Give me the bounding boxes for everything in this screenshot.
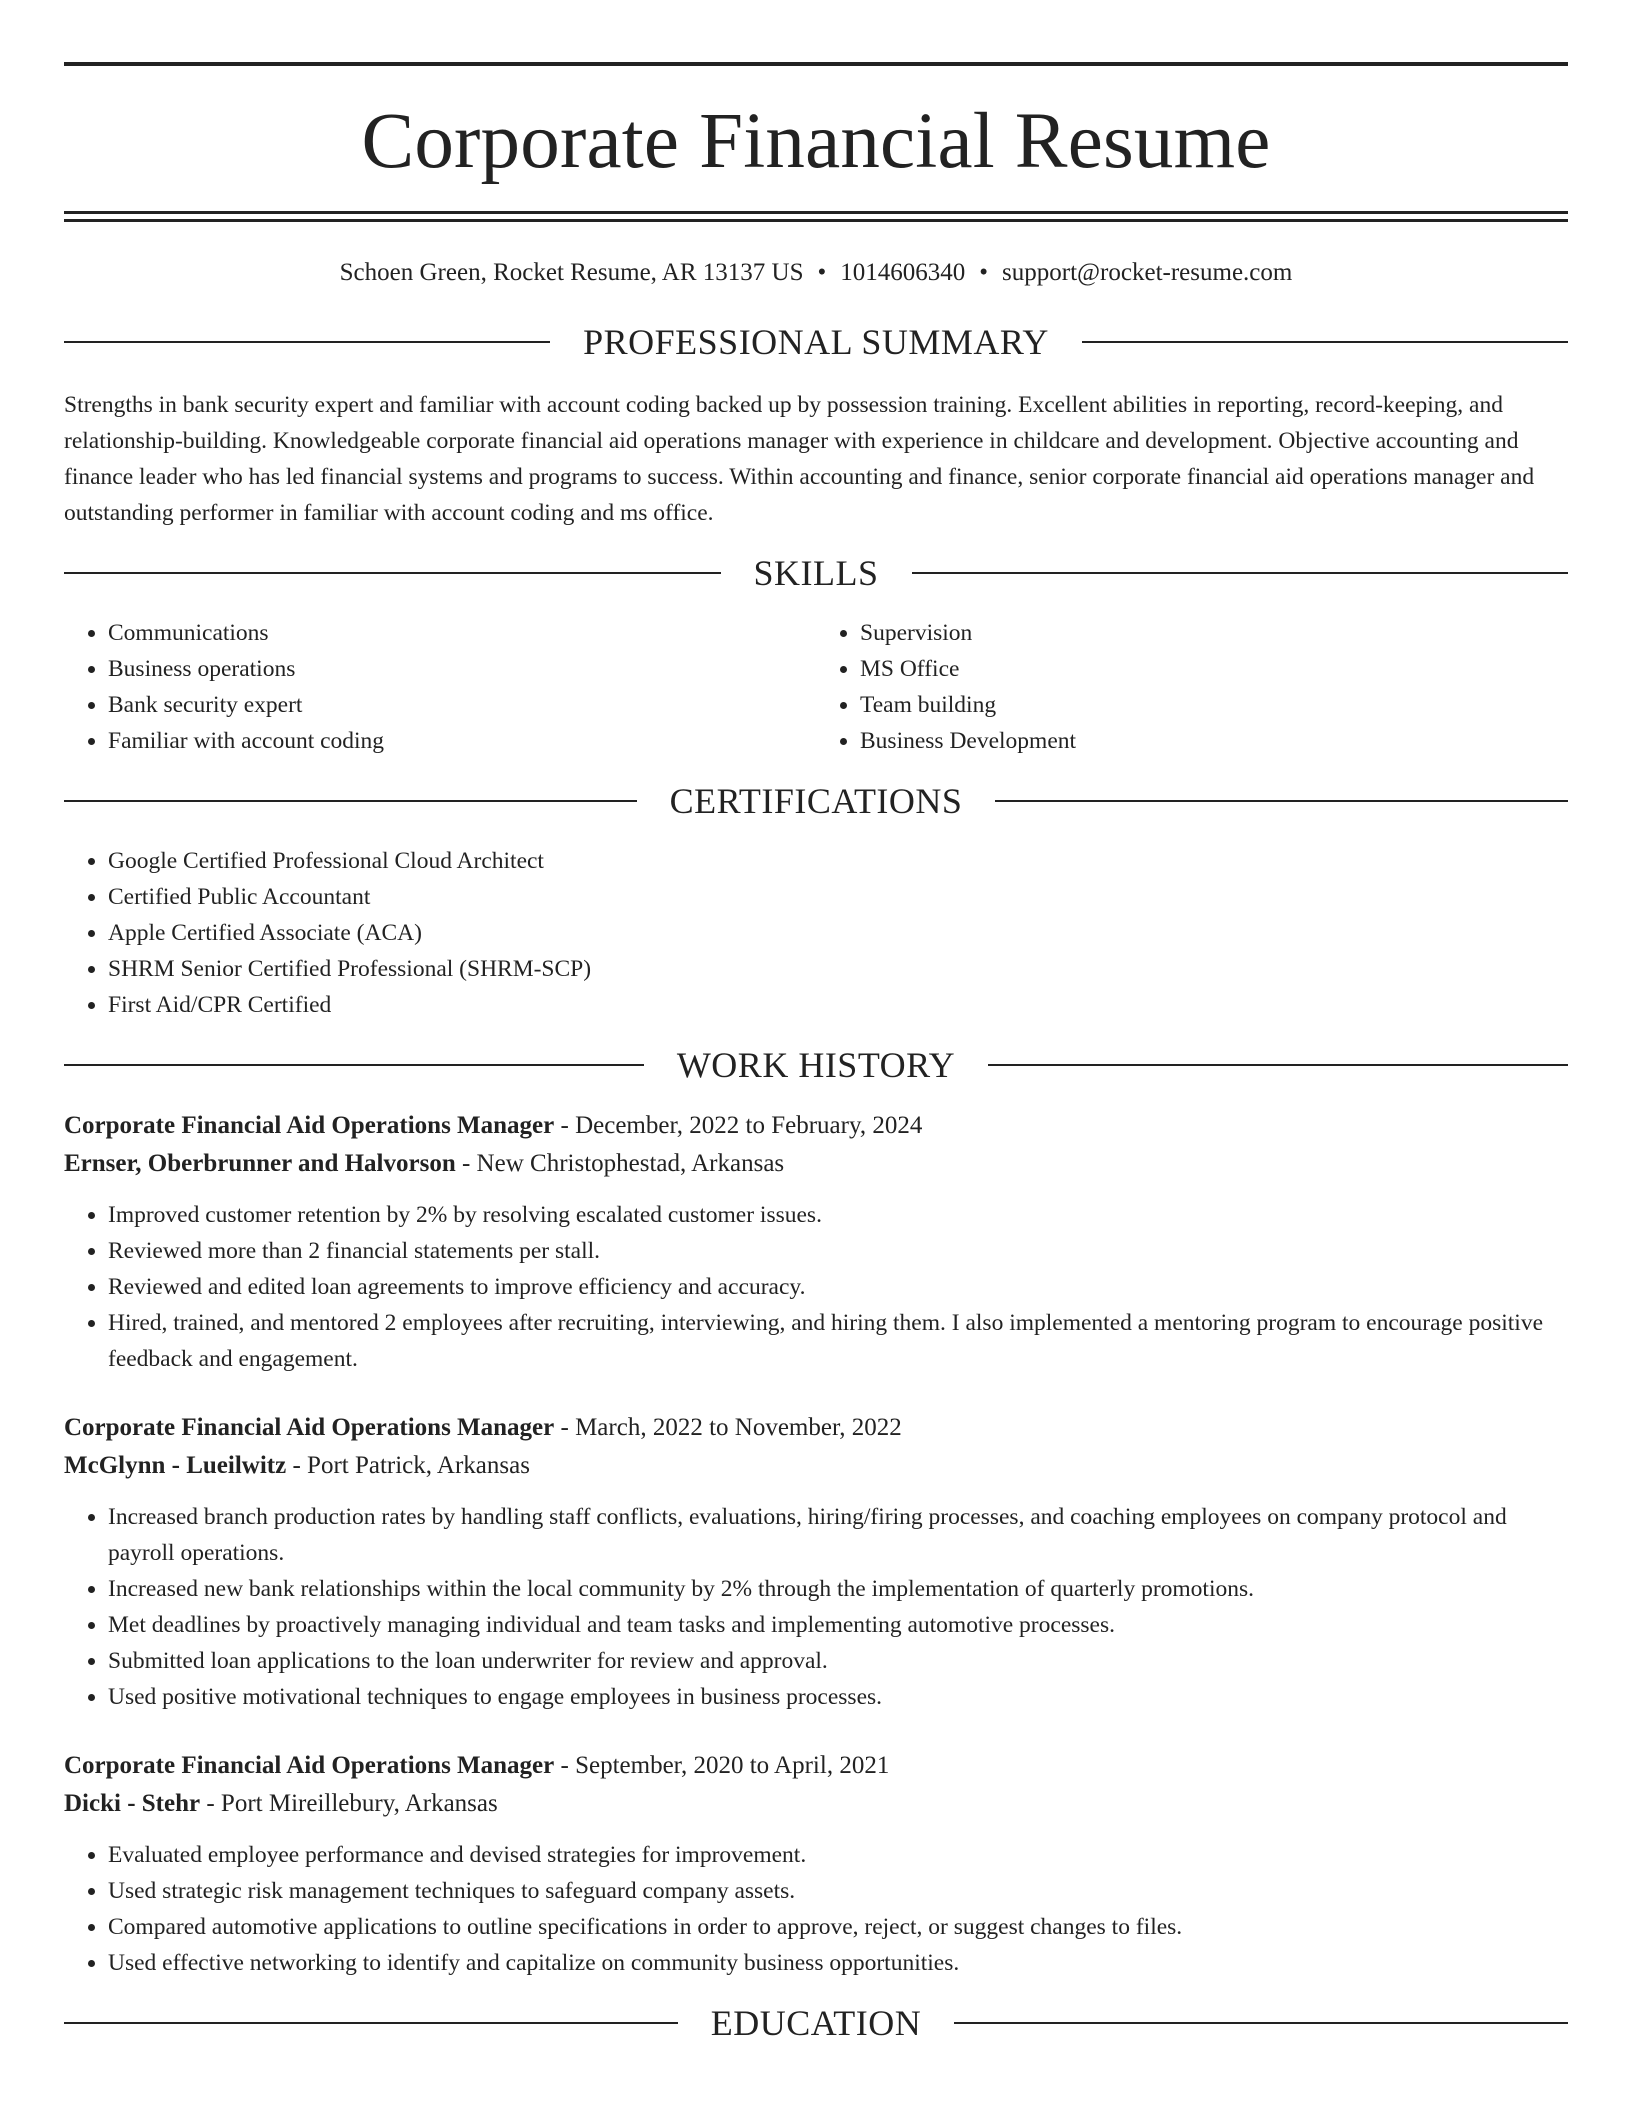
section-header-summary xyxy=(64,324,1568,360)
job-company-line xyxy=(64,1447,1568,1485)
job-title: Corporate Financial Aid Operations Manager xyxy=(64,1112,555,1139)
job-bullet: • Met deadlines by proactively managing individual and team tasks and implementing automotive processes. xyxy=(108,1607,1568,1643)
summary-paragraph: Strengths in bank security expert and familiar with account coding backed up by possession training. Excellent abilities in reporting, record-keeping, and relationship-building. Knowledgeable corporate financial aid operations manager with experience in childcare and development. Objective accounting and finance leader who has led financial systems and programs to success. Within accounting and finance, senior corporate financial aid operations manager and outstanding performer in familiar with account coding and ms office. xyxy=(64,392,1535,526)
section-rule xyxy=(912,572,1569,574)
contact-separator: • xyxy=(817,259,827,286)
job-bullet: • Increased branch production rates by handling staff conflicts, evaluations, hiring/firing processes, and coaching employees on company protocol and payroll operations. xyxy=(108,1499,1568,1571)
certification-item: • Apple Certified Associate (ACA) xyxy=(108,915,1568,951)
section-rule xyxy=(954,2022,1568,2024)
section-title-certifications: CERTIFICATIONS xyxy=(669,781,963,821)
job-entry xyxy=(64,1409,1568,1715)
section-rule xyxy=(988,1064,1568,1066)
section-header-work-history xyxy=(64,1047,1568,1083)
certification-item: • First Aid/CPR Certified xyxy=(108,987,1568,1023)
job-location: - Port Patrick, Arkansas xyxy=(292,1452,530,1479)
section-header-certifications xyxy=(64,783,1568,819)
job-title-line xyxy=(64,1747,1568,1785)
job-title: Corporate Financial Aid Operations Manager xyxy=(64,1752,555,1779)
job-dates: - March, 2022 to November, 2022 xyxy=(560,1414,902,1441)
job-bullet: • Reviewed more than 2 financial statements per stall. xyxy=(108,1233,1568,1269)
section-header-skills xyxy=(64,555,1568,591)
job-title-line xyxy=(64,1107,1568,1145)
skill-item: • MS Office xyxy=(860,651,1568,687)
section-rule xyxy=(1082,341,1568,343)
job-bullets xyxy=(64,1499,1568,1715)
job-dates: - December, 2022 to February, 2024 xyxy=(560,1112,923,1139)
contact-line xyxy=(64,258,1568,288)
section-rule xyxy=(64,572,721,574)
section-rule xyxy=(64,2022,678,2024)
job-company: Ernser, Oberbrunner and Halvorson xyxy=(64,1150,456,1177)
job-location: - Port Mireillebury, Arkansas xyxy=(206,1790,498,1817)
skill-item: • Familiar with account coding xyxy=(108,723,816,759)
job-bullet: • Increased new bank relationships within the local community by 2% through the implementation of quarterly promotions. xyxy=(108,1571,1568,1607)
job-company-line xyxy=(64,1145,1568,1183)
section-rule xyxy=(64,1064,644,1066)
skill-item: • Business Development xyxy=(860,723,1568,759)
title-double-rule xyxy=(64,211,1568,222)
certification-item: • SHRM Senior Certified Professional (SHRM-SCP) xyxy=(108,951,1568,987)
job-company-line xyxy=(64,1785,1568,1823)
skill-item: • Bank security expert xyxy=(108,687,816,723)
certifications-list xyxy=(64,843,1568,1023)
contact-address: Schoen Green, Rocket Resume, AR 13137 US xyxy=(339,259,804,286)
job-bullet: • Used positive motivational techniques to engage employees in business processes. xyxy=(108,1679,1568,1715)
job-dates: - September, 2020 to April, 2021 xyxy=(560,1752,890,1779)
job-bullets xyxy=(64,1197,1568,1377)
job-bullet: • Used effective networking to identify and capitalize on community business opportunities. xyxy=(108,1945,1568,1981)
skills-column-left xyxy=(64,615,816,759)
contact-separator: • xyxy=(979,259,989,286)
top-rule xyxy=(64,62,1568,66)
skills-column-right xyxy=(816,615,1568,759)
job-company: McGlynn - Lueilwitz xyxy=(64,1452,287,1479)
job-location: - New Christophestad, Arkansas xyxy=(461,1150,785,1177)
skill-item: • Team building xyxy=(860,687,1568,723)
section-title-summary: PROFESSIONAL SUMMARY xyxy=(583,322,1049,362)
section-rule xyxy=(64,800,637,802)
contact-phone: 1014606340 xyxy=(840,259,966,286)
job-title: Corporate Financial Aid Operations Manager xyxy=(64,1414,555,1441)
contact-email: support@rocket-resume.com xyxy=(1002,259,1293,286)
section-title-education: EDUCATION xyxy=(710,2003,922,2043)
section-title-work-history: WORK HISTORY xyxy=(676,1045,956,1085)
skill-item: • Communications xyxy=(108,615,816,651)
job-bullet: • Evaluated employee performance and devised strategies for improvement. xyxy=(108,1837,1568,1873)
skill-item: • Business operations xyxy=(108,651,816,687)
certification-item: • Certified Public Accountant xyxy=(108,879,1568,915)
section-rule xyxy=(64,341,550,343)
job-bullet: • Improved customer retention by 2% by resolving escalated customer issues. xyxy=(108,1197,1568,1233)
job-company: Dicki - Stehr xyxy=(64,1790,201,1817)
job-bullet: • Hired, trained, and mentored 2 employees after recruiting, interviewing, and hiring them. I also implemented a mentoring program to encourage positive feedback and engagement. xyxy=(108,1305,1568,1377)
job-entry xyxy=(64,1107,1568,1377)
job-bullet: • Compared automotive applications to outline specifications in order to approve, reject, or suggest changes to files. xyxy=(108,1909,1568,1945)
job-bullet: • Reviewed and edited loan agreements to improve efficiency and accuracy. xyxy=(108,1269,1568,1305)
skill-item: • Supervision xyxy=(860,615,1568,651)
job-bullet: • Submitted loan applications to the loan underwriter for review and approval. xyxy=(108,1643,1568,1679)
section-header-education xyxy=(64,2005,1568,2041)
resume-title: Corporate Financial Resume xyxy=(361,98,1271,185)
certification-item: • Google Certified Professional Cloud Architect xyxy=(108,843,1568,879)
section-rule xyxy=(995,800,1568,802)
job-title-line xyxy=(64,1409,1568,1447)
section-title-skills: SKILLS xyxy=(753,553,879,593)
job-bullet: • Used strategic risk management techniques to safeguard company assets. xyxy=(108,1873,1568,1909)
skills-list xyxy=(64,615,1568,759)
job-entry xyxy=(64,1747,1568,1981)
job-bullets xyxy=(64,1837,1568,1981)
